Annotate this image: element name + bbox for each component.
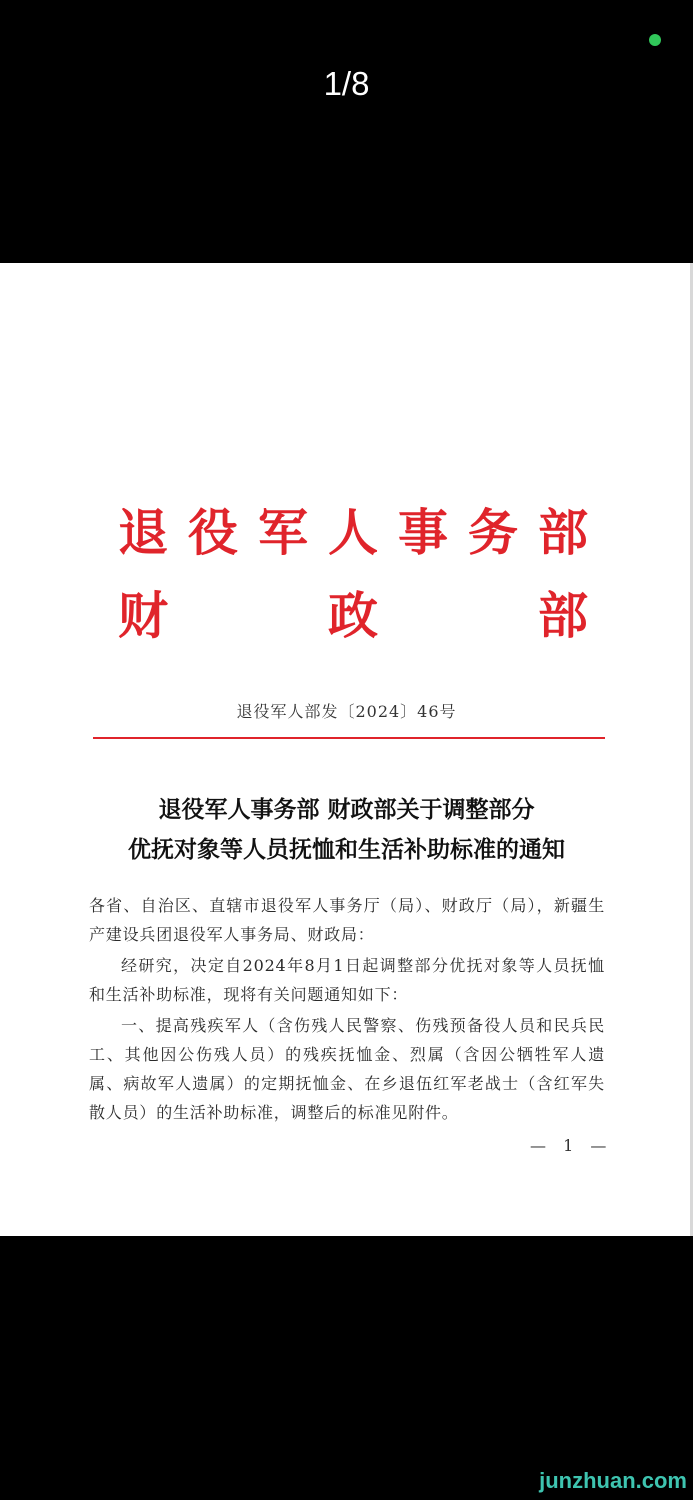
letterhead-char-cai: 财 [118,586,168,645]
salutation: 各省、自治区、直辖市退役军人事务厅（局）、财政厅（局），新疆生产建设兵团退役军人事务局、财政局： [89,896,605,944]
page-counter: 1/8 [323,65,370,102]
watermark: junzhuan.com [539,1468,687,1493]
document-title-line-2: 优抚对象等人员抚恤和生活补助标准的通知 [128,836,565,863]
document-title-line-1: 退役军人事务部 财政部关于调整部分 [158,796,535,823]
letterhead-line-1: 退役军人事务部 [118,503,608,562]
letterhead-char-bu: 部 [538,586,588,645]
letterhead-line-2 [118,586,588,646]
red-divider [93,737,605,739]
document-number: 退役军人部发〔2024〕46号 [236,702,457,721]
status-dot [649,34,661,46]
page-number: — 1 — [530,1136,613,1155]
body-paragraph-1: 经研究，决定自2024年8月1日起调整部分优抚对象等人员抚恤和生活补助标准，现将有关问题通知如下： [89,956,605,1004]
document-page[interactable] [0,263,693,1236]
body-paragraph-2: 一、提高残疾军人（含伤残人民警察、伤残预备役人员和民兵民工、其他因公伤残人员）的残疾抚恤金、烈属（含因公牺牲军人遗属、病故军人遗属）的定期抚恤金、在乡退伍红军老战士（含红军失散人员）的生活补助标准，调整后的标准见附件。 [89,1016,605,1122]
letterhead-char-zheng: 政 [328,586,378,645]
